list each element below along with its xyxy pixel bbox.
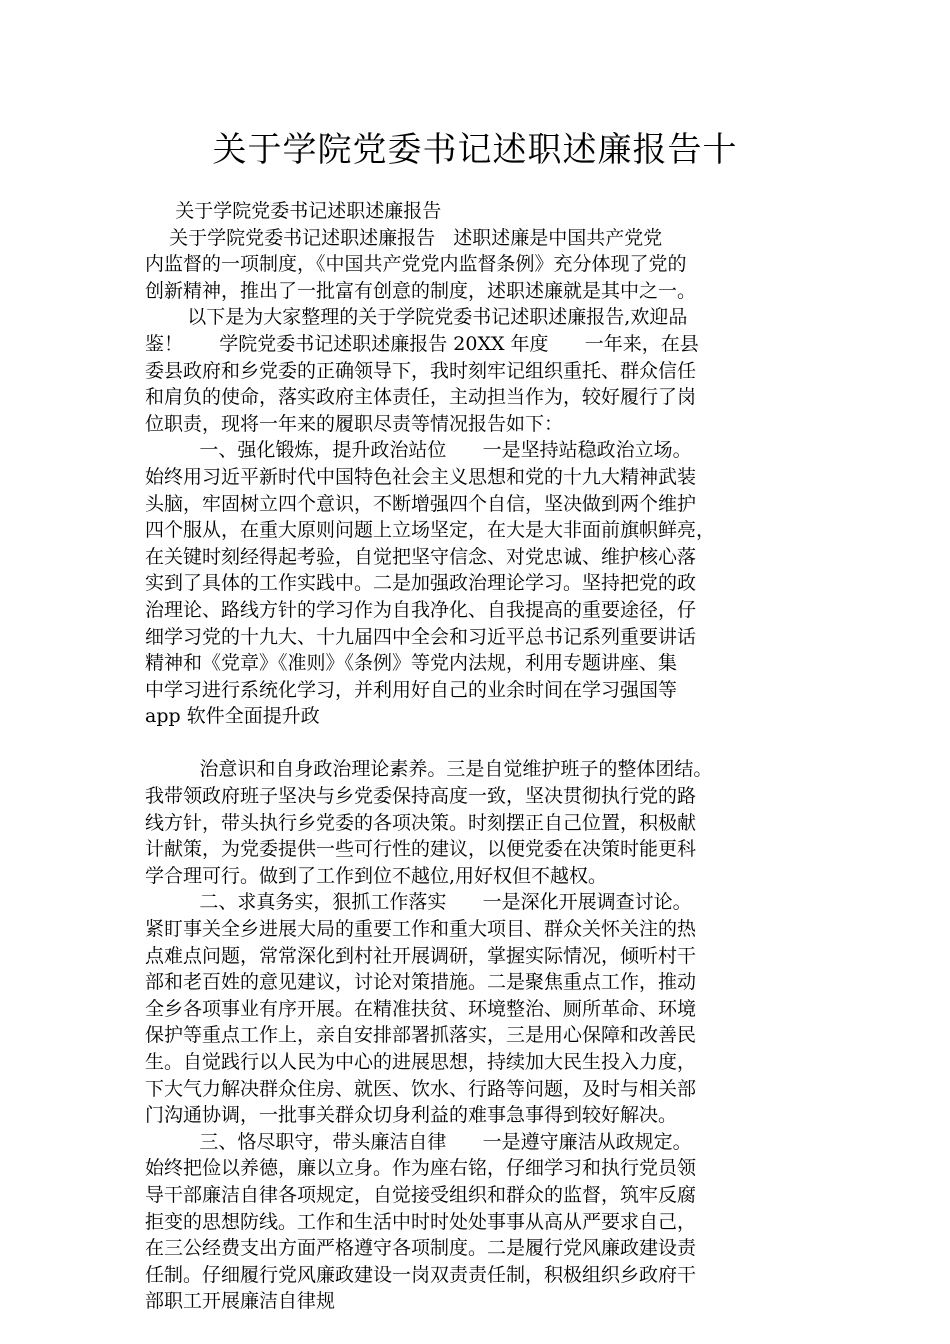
body-line: 治理论、路线方针的学习作为自我净化、自我提高的重要途径，仔 — [145, 598, 697, 621]
body-line: 头脑，牢固树立四个意识，不断增强四个自信，坚决做到两个维护 — [145, 492, 697, 515]
body-line: 全乡各项事业有序开展。在精准扶贫、环境整治、厕所革命、环境 — [145, 997, 697, 1020]
body-line: 实到了具体的工作实践中。二是加强政治理论学习。坚持把党的政 — [145, 572, 697, 595]
body-line: 内监督的一项制度，《中国共产党党内监督条例》充分体现了党的 — [145, 253, 687, 276]
body-line: 线方针，带头执行乡党委的各项决策。时刻摆正自己位置，积极献 — [145, 811, 697, 834]
body-line: 在三公经费支出方面严格遵守各项制度。二是履行党风廉政建设责 — [145, 1237, 697, 1260]
body-line: 关于学院党委书记述职述廉报告 — [145, 200, 442, 222]
body-line: 精神和《党章》《准则》《条例》等党内法规，利用专题讲座、集 — [145, 652, 678, 675]
body-line: 四个服从，在重大原则问题上立场坚定，在大是大非面前旗帜鲜亮， — [145, 519, 716, 542]
body-line: 点难点问题，常常深化到村社开展调研，掌握实际情况，倾听村干 — [145, 944, 697, 967]
body-line: 关于学院党委书记述职述廉报告 述职述廉是中国共产党党 — [145, 226, 663, 249]
blank-line — [145, 730, 835, 757]
body-line: 下大气力解决群众住房、就医、饮水、行路等问题，及时与相关部 — [145, 1077, 697, 1100]
body-line: 在关键时刻经得起考验，自觉把坚守信念、对党忠诚、维护核心落 — [145, 545, 697, 568]
body-line: 部和老百姓的意见建议，讨论对策措施。二是聚焦重点工作，推动 — [145, 971, 697, 994]
body-line: 创新精神，推出了一批富有创意的制度，述职述廉就是其中之一。 — [145, 279, 697, 302]
section-heading-line: 二、求真务实，狠抓工作落实 一是深化开展调查讨论。 — [145, 891, 692, 914]
body-line: 部职工开展廉洁自律规 — [145, 1290, 336, 1313]
body-line: 委县政府和乡党委的正确领导下，我时刻牢记组织重托、群众信任 — [145, 359, 697, 382]
body-line: 始终把俭以养德，廉以立身。作为座右铭，仔细学习和执行党员领 — [145, 1157, 697, 1180]
body-line: 和肩负的使命，落实政府主体责任，主动担当作为，较好履行了岗 — [145, 386, 697, 409]
body-line: 紧盯事关全乡进展大局的重要工作和重大项目、群众关怀关注的热 — [145, 918, 697, 941]
document-title: 关于学院党委书记述职述廉报告十 — [212, 130, 738, 170]
body-line: 治意识和自身政治理论素养。三是自觉维护班子的整体团结。 — [145, 758, 713, 781]
body-line: 生。自觉践行以人民为中心的进展思想，持续加大民生投入力度， — [145, 1051, 697, 1073]
body-line: app 软件全面提升政 — [145, 705, 320, 728]
body-line: 以下是为大家整理的关于学院党委书记述职述廉报告,欢迎品 — [145, 306, 688, 329]
body-line: 任制。仔细履行党风廉政建设一岗双责责任制，积极组织乡政府干 — [145, 1263, 697, 1286]
body-line: 导干部廉洁自律各项规定，自觉接受组织和群众的监督，筑牢反腐 — [145, 1183, 697, 1206]
body-line: 学合理可行。做到了工作到位不越位,用好权但不越权。 — [145, 864, 608, 887]
section-heading-line: 三、恪尽职守，带头廉洁自律 一是遵守廉洁从政规定。 — [145, 1130, 692, 1153]
body-line: 计献策，为党委提供一些可行性的建议，以便党委在决策时能更科 — [145, 838, 697, 861]
section-heading-line: 一、强化锻炼，提升政治站位 一是坚持站稳政治立场。 — [145, 439, 692, 462]
body-line: 我带领政府班子坚决与乡党委保持高度一致，坚决贯彻执行党的路 — [145, 785, 697, 808]
document-body — [145, 198, 835, 1315]
body-line: 中学习进行系统化学习，并利用好自己的业余时间在学习强国等 — [145, 678, 678, 701]
body-line: 位职责，现将一年来的履职尽责等情况报告如下： — [145, 412, 564, 435]
body-line: 拒变的思想防线。工作和生活中时时处处事事从高从严要求自己， — [145, 1210, 697, 1233]
body-line: 门沟通协调，一批事关群众切身利益的难事急事得到较好解决。 — [145, 1104, 678, 1127]
body-line: 细学习党的十九大、十九届四中全会和习近平总书记系列重要讲话 — [145, 625, 697, 648]
body-line: 始终用习近平新时代中国特色社会主义思想和党的十九大精神武装 — [145, 465, 697, 488]
body-line: 保护等重点工作上，亲自安排部署抓落实，三是用心保障和改善民 — [145, 1024, 697, 1047]
body-line: 鉴！ 学院党委书记述职述廉报告 20XX 年度 一年来，在县 — [145, 332, 699, 355]
